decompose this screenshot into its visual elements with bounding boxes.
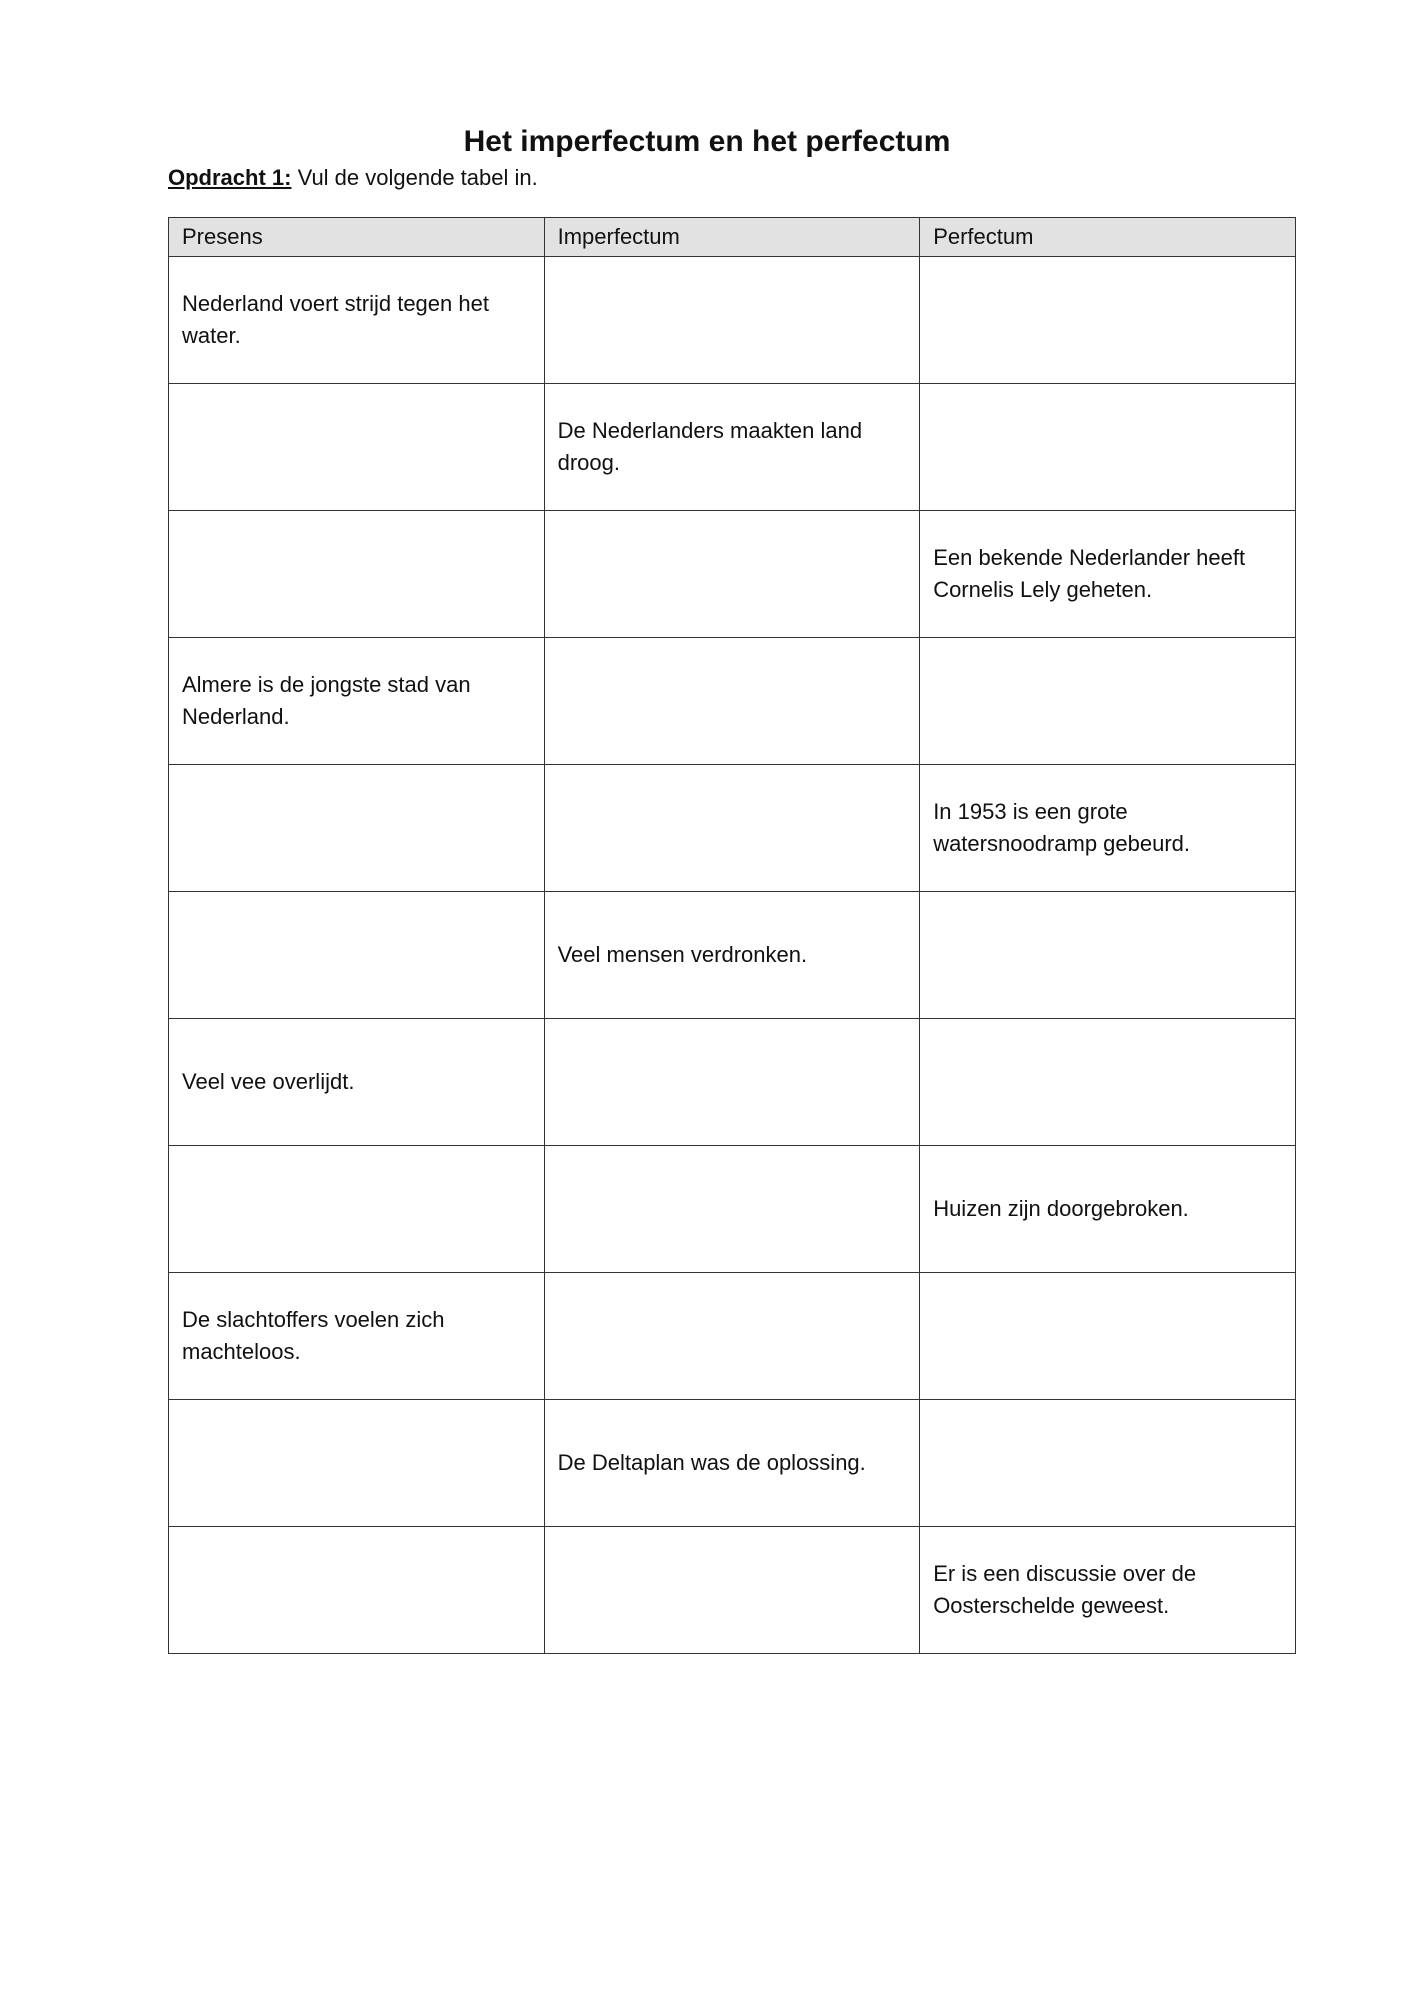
column-header-presens: Presens <box>169 218 545 257</box>
cell-presens[interactable] <box>169 1400 545 1527</box>
cell-imperfectum[interactable]: De Deltaplan was de oplossing. <box>544 1400 920 1527</box>
cell-presens[interactable] <box>169 765 545 892</box>
cell-imperfectum[interactable] <box>544 765 920 892</box>
table-row <box>169 384 1296 511</box>
cell-imperfectum[interactable]: De Nederlanders maakten land droog. <box>544 384 920 511</box>
table-row <box>169 1273 1296 1400</box>
table-row <box>169 892 1296 1019</box>
cell-perfectum[interactable] <box>920 892 1296 1019</box>
cell-presens[interactable] <box>169 892 545 1019</box>
cell-perfectum[interactable]: Er is een discussie over de Oosterschelde geweest. <box>920 1527 1296 1654</box>
table-row <box>169 1019 1296 1146</box>
cell-perfectum[interactable] <box>920 257 1296 384</box>
table-row <box>169 1146 1296 1273</box>
cell-presens[interactable]: Veel vee overlijdt. <box>169 1019 545 1146</box>
column-header-perfectum: Perfectum <box>920 218 1296 257</box>
cell-perfectum[interactable]: Een bekende Nederlander heeft Cornelis Lely geheten. <box>920 511 1296 638</box>
cell-presens[interactable] <box>169 511 545 638</box>
cell-presens[interactable]: Almere is de jongste stad van Nederland. <box>169 638 545 765</box>
cell-imperfectum[interactable]: Veel mensen verdronken. <box>544 892 920 1019</box>
cell-perfectum[interactable]: In 1953 is een grote watersnoodramp gebeurd. <box>920 765 1296 892</box>
cell-presens[interactable] <box>169 384 545 511</box>
cell-imperfectum[interactable] <box>544 1146 920 1273</box>
instruction <box>168 163 538 193</box>
cell-presens[interactable]: De slachtoffers voelen zich machteloos. <box>169 1273 545 1400</box>
cell-imperfectum[interactable] <box>544 257 920 384</box>
cell-imperfectum[interactable] <box>544 1019 920 1146</box>
table-row <box>169 638 1296 765</box>
instruction-label: Opdracht 1: <box>168 165 292 190</box>
table-row <box>169 765 1296 892</box>
cell-perfectum[interactable] <box>920 1273 1296 1400</box>
cell-imperfectum[interactable] <box>544 511 920 638</box>
table-row <box>169 257 1296 384</box>
cell-presens[interactable]: Nederland voert strijd tegen het water. <box>169 257 545 384</box>
column-header-imperfectum: Imperfectum <box>544 218 920 257</box>
cell-perfectum[interactable] <box>920 384 1296 511</box>
cell-perfectum[interactable] <box>920 1400 1296 1527</box>
cell-presens[interactable] <box>169 1146 545 1273</box>
cell-imperfectum[interactable] <box>544 1273 920 1400</box>
cell-perfectum[interactable]: Huizen zijn doorgebroken. <box>920 1146 1296 1273</box>
cell-imperfectum[interactable] <box>544 638 920 765</box>
table-header-row <box>169 218 1296 257</box>
cell-perfectum[interactable] <box>920 1019 1296 1146</box>
cell-perfectum[interactable] <box>920 638 1296 765</box>
instruction-text: Vul de volgende tabel in. <box>291 165 538 190</box>
verb-tense-table <box>168 217 1296 1654</box>
page-title: Het imperfectum en het perfectum <box>463 125 951 159</box>
table-row <box>169 1527 1296 1654</box>
table-row <box>169 1400 1296 1527</box>
cell-imperfectum[interactable] <box>544 1527 920 1654</box>
cell-presens[interactable] <box>169 1527 545 1654</box>
table-row <box>169 511 1296 638</box>
